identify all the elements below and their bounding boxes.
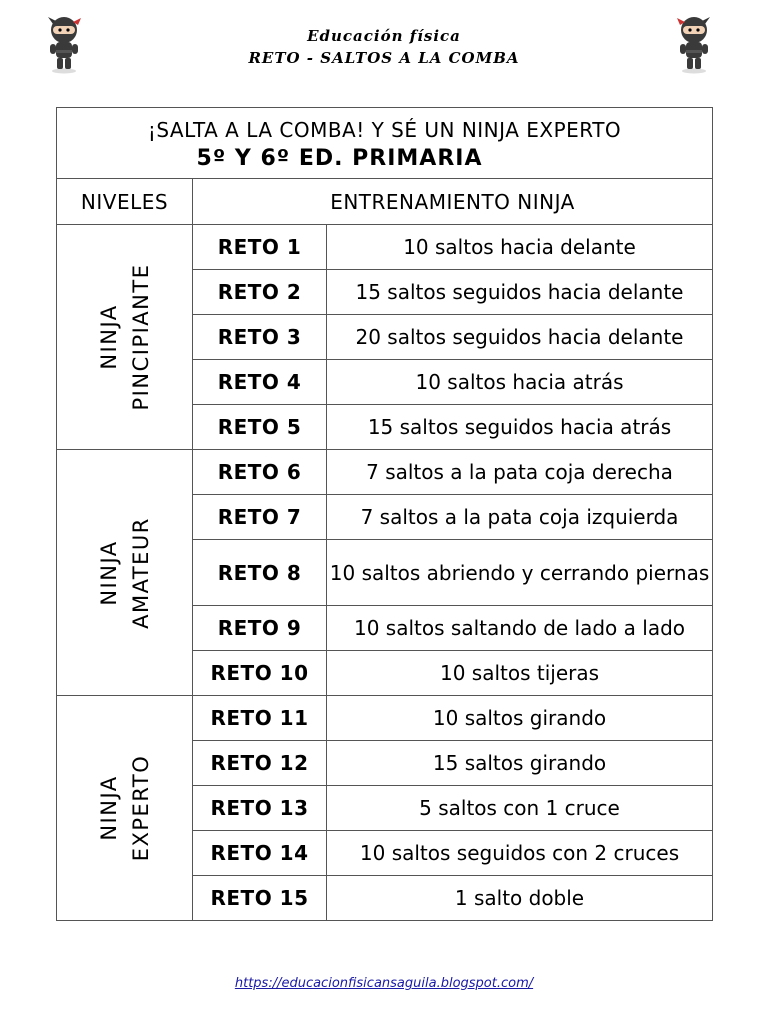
column-header-training: ENTRENAMIENTO NINJA — [193, 179, 713, 225]
level-label — [93, 755, 157, 862]
reto-desc: 7 saltos a la pata coja derecha — [327, 450, 713, 495]
level-cell-amateur — [57, 450, 193, 696]
reto-desc: 15 saltos seguidos hacia delante — [327, 270, 713, 315]
reto-desc: 10 saltos hacia atrás — [327, 360, 713, 405]
table-title-cell — [57, 108, 713, 179]
level-line2: PINCIPIANTE — [128, 263, 153, 411]
level-line2: AMATEUR — [128, 516, 153, 629]
column-header-levels: NIVELES — [57, 179, 193, 225]
reto-desc: 10 saltos hacia delante — [327, 225, 713, 270]
reto-label: RETO 9 — [193, 606, 327, 651]
reto-desc: 1 salto doble — [327, 876, 713, 921]
table-title: ¡SALTA A LA COMBA! Y SÉ UN NINJA EXPERTO — [147, 117, 622, 142]
reto-label: RETO 12 — [193, 741, 327, 786]
reto-label: RETO 6 — [193, 450, 327, 495]
reto-desc: 15 saltos seguidos hacia atrás — [327, 405, 713, 450]
reto-desc: 5 saltos con 1 cruce — [327, 786, 713, 831]
blog-link[interactable]: https://educacionfisicansaguila.blogspot.com/ — [234, 976, 534, 991]
reto-desc: 10 saltos saltando de lado a lado — [327, 606, 713, 651]
footer — [0, 976, 768, 991]
reto-label: RETO 5 — [193, 405, 327, 450]
reto-desc: 10 saltos girando — [327, 696, 713, 741]
level-line1: NINJA — [96, 539, 121, 606]
reto-label: RETO 2 — [193, 270, 327, 315]
reto-desc: 10 saltos tijeras — [327, 651, 713, 696]
subject-title: Educación física — [307, 27, 461, 45]
level-line1: NINJA — [96, 304, 121, 370]
level-label — [93, 517, 157, 629]
reto-label: RETO 8 — [193, 540, 327, 606]
reto-desc: 10 saltos abriendo y cerrando piernas — [327, 540, 713, 606]
reto-label: RETO 11 — [193, 696, 327, 741]
reto-label: RETO 14 — [193, 831, 327, 876]
reto-label: RETO 1 — [193, 225, 327, 270]
challenge-table — [56, 107, 713, 921]
table-subtitle: 5º Y 6º ED. PRIMARIA — [196, 145, 483, 171]
level-line2: EXPERTO — [128, 754, 153, 862]
reto-label: RETO 10 — [193, 651, 327, 696]
reto-label: RETO 13 — [193, 786, 327, 831]
reto-desc: 20 saltos seguidos hacia delante — [327, 315, 713, 360]
challenge-title: RETO - SALTOS A LA COMBA — [248, 49, 520, 67]
level-label — [93, 264, 157, 411]
reto-desc: 15 saltos girando — [327, 741, 713, 786]
reto-desc: 10 saltos seguidos con 2 cruces — [327, 831, 713, 876]
level-cell-expert — [57, 696, 193, 921]
reto-label: RETO 4 — [193, 360, 327, 405]
level-cell-beginner — [57, 225, 193, 450]
reto-label: RETO 15 — [193, 876, 327, 921]
reto-desc: 7 saltos a la pata coja izquierda — [327, 495, 713, 540]
reto-label: RETO 7 — [193, 495, 327, 540]
level-line1: NINJA — [96, 775, 121, 841]
reto-label: RETO 3 — [193, 315, 327, 360]
